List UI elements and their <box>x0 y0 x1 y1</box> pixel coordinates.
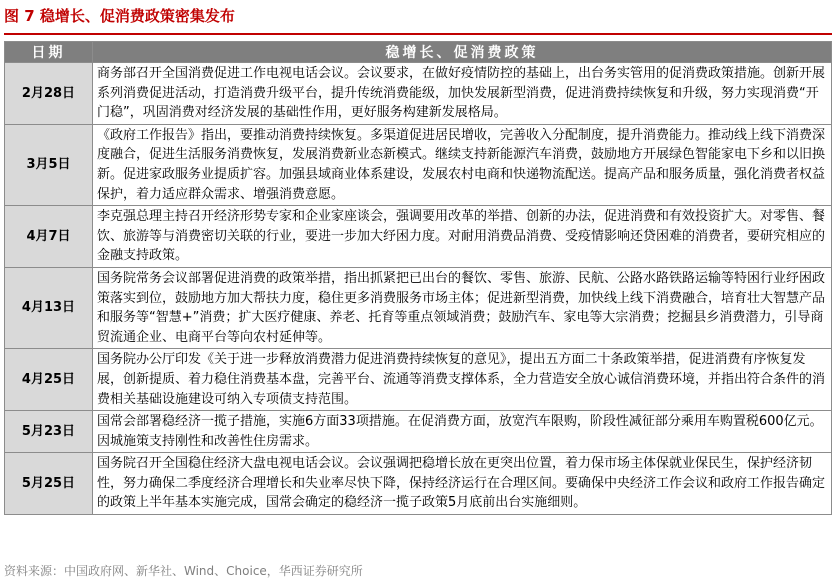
row-text: 国务院常务会议部署促进消费的政策举措，指出抓紧把已出台的餐饮、零售、旅游、民航、公路水路铁路运输等特困行业纾困政策落实到位，鼓励地方加大帮扶力度，稳住更多消费服务市场主体；促进新型消费，加快线上线下消费融合，培育壮大智慧产品和服务等“智慧+”消费；扩大医疗健康、养老、托育等重点领域消费；鼓励汽车、家电等大宗消费；挖掘县乡消费潜力，引导商贸流通企业、电商平台等向农村延伸等。 <box>93 267 832 348</box>
table-row <box>5 411 832 453</box>
title-divider <box>4 33 832 35</box>
policy-table <box>4 41 832 515</box>
source-note: 资料来源：中国政府网、新华社、Wind、Choice，华西证券研究所 <box>4 564 363 578</box>
row-text: 国务院召开全国稳住经济大盘电视电话会议。会议强调把稳增长放在更突出位置，着力保市场主体保就业保民生，保护经济韧性，努力确保二季度经济合理增长和失业率尽快下降，保持经济运行在合理区间。要确保中央经济工作会议和政府工作报告确定的政策上半年基本实施完成，国常会确定的稳经济一揽子政策5月底前出台实施细则。 <box>93 453 832 515</box>
table-row <box>5 124 832 205</box>
table-row <box>5 206 832 268</box>
row-date: 2月28日 <box>5 63 93 125</box>
row-text: 李克强总理主持召开经济形势专家和企业家座谈会，强调要用改革的举措、创新的办法，促进消费和有效投资扩大。对零售、餐饮、旅游等与消费密切关联的行业，要进一步加大纾困力度。对耐用消费品消费、受疫情影响还贷困难的消费者，要研究相应的金融支持政策。 <box>93 206 832 268</box>
row-date: 5月23日 <box>5 411 93 453</box>
table-header-row <box>5 42 832 63</box>
row-date: 4月7日 <box>5 206 93 268</box>
row-date: 4月25日 <box>5 349 93 411</box>
table-row <box>5 349 832 411</box>
row-date: 3月5日 <box>5 124 93 205</box>
header-policy: 稳增长、促消费政策 <box>93 42 832 63</box>
row-text: 国常会部署稳经济一揽子措施，实施6方面33项措施。在促消费方面，放宽汽车限购，阶段性减征部分乘用车购置税600亿元。因城施策支持刚性和改善性住房需求。 <box>93 411 832 453</box>
header-date: 日期 <box>5 42 93 63</box>
row-text: 国务院办公厅印发《关于进一步释放消费潜力促进消费持续恢复的意见》，提出五方面二十条政策举措，促进消费有序恢复发展，创新提质、着力稳住消费基本盘，完善平台、流通等消费支撑体系，全力营造安全放心诚信消费环境，并指出符合条件的消费相关基础设施建设可纳入专项债支持范围。 <box>93 349 832 411</box>
table-row <box>5 267 832 348</box>
row-text: 《政府工作报告》指出，要推动消费持续恢复。多渠道促进居民增收，完善收入分配制度，提升消费能力。推动线上线下消费深度融合，促进生活服务消费恢复，发展消费新业态新模式。继续支持新能源汽车消费，鼓励地方开展绿色智能家电下乡和以旧换新。促进家政服务业提质扩容。加强县域商业体系建设，发展农村电商和快递物流配送。提高产品和服务质量，强化消费者权益保护，着力适应群众需求、增强消费意愿。 <box>93 124 832 205</box>
figure-title: 图 7 稳增长、促消费政策密集发布 <box>4 7 235 25</box>
row-date: 5月25日 <box>5 453 93 515</box>
row-date: 4月13日 <box>5 267 93 348</box>
table-row <box>5 63 832 125</box>
row-text: 商务部召开全国消费促进工作电视电话会议。会议要求，在做好疫情防控的基础上，出台务实管用的促消费政策措施。创新开展系列消费促进活动，打造消费升级平台，提升传统消费能级，加快发展新型消费，促进消费持续恢复和升级，努力实现消费“开门稳”，巩固消费对经济发展的基础性作用，更好服务构建新发展格局。 <box>93 63 832 125</box>
table-row <box>5 453 832 515</box>
